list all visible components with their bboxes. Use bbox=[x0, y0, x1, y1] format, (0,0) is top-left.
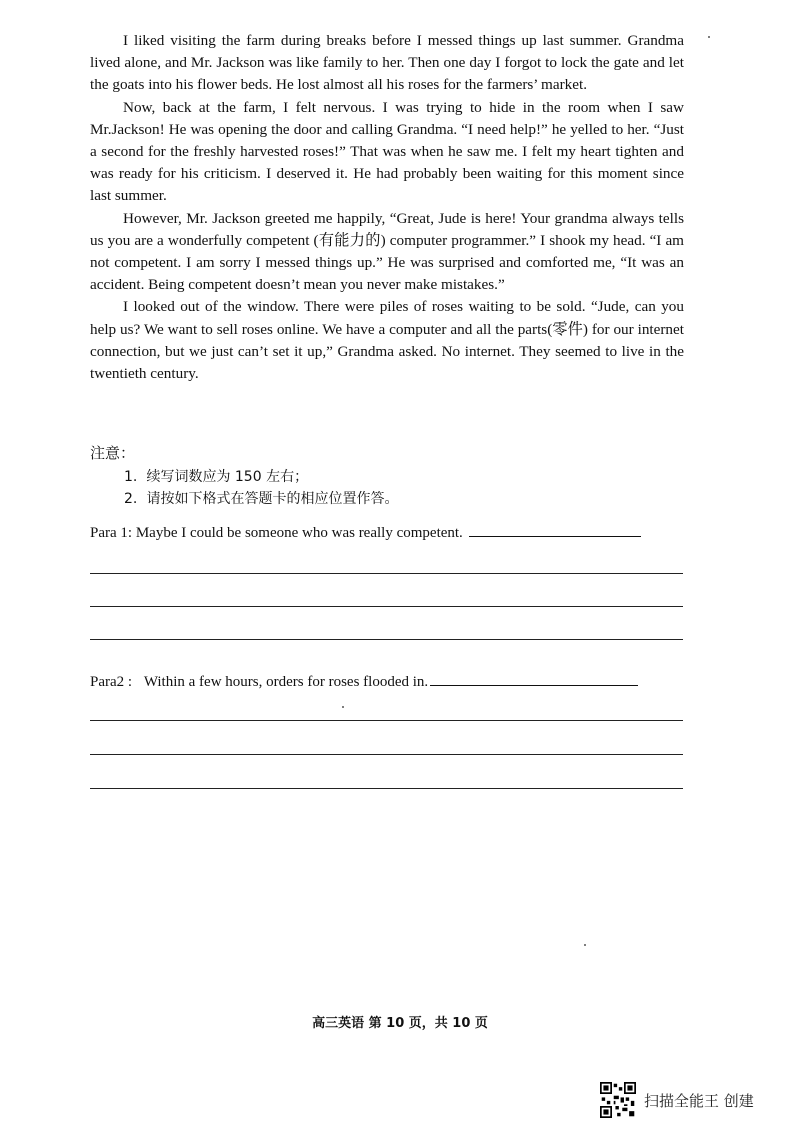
story-paragraph-4: I looked out of the window. There were piles of roses waiting to be sold. “Jude, can you help us? We want to sell roses online. We have a computer and all the parts(零件) for our internet connection, but we just can’t set it up,” Grandma asked. No internet. They seemed to live in the twentieth century. bbox=[90, 298, 684, 383]
answer-line[interactable] bbox=[90, 573, 683, 574]
scanner-watermark bbox=[600, 1086, 754, 1114]
answer-line[interactable] bbox=[90, 606, 683, 607]
note-number: 2. bbox=[124, 491, 138, 507]
note-item bbox=[124, 488, 398, 508]
story-paragraph-2: Now, back at the farm, I felt nervous. I was trying to hide in the room when I saw Mr.Jackson! He was opening the door and calling Grandma. “I need help!” he yelled to her. “Just a second for the freshly harvested roses!” That was when he saw me. I felt my heart tighten and was ready for his criticism. I deserved it. He had probably been waiting for this moment since last summer. bbox=[90, 98, 684, 205]
answer-line[interactable] bbox=[90, 639, 683, 640]
scan-speck bbox=[342, 706, 344, 708]
para2-label: Para2 : bbox=[90, 674, 133, 690]
answer-line[interactable] bbox=[90, 720, 683, 721]
note-text: 请按如下格式在答题卡的相应位置作答。 bbox=[146, 491, 399, 507]
watermark-text: 扫描全能王 创建 bbox=[644, 1091, 754, 1110]
story-text bbox=[90, 30, 684, 385]
para1-answer-blank[interactable] bbox=[469, 522, 641, 537]
para1-prompt bbox=[90, 522, 641, 542]
notes-title: 注意： bbox=[90, 444, 136, 462]
answer-line[interactable] bbox=[90, 754, 683, 755]
scan-speck bbox=[708, 36, 710, 38]
qr-code-icon bbox=[600, 1082, 636, 1118]
note-number: 1. bbox=[124, 469, 138, 485]
scan-speck bbox=[584, 944, 586, 946]
para2-answer-blank[interactable] bbox=[430, 671, 638, 686]
note-text: 续写词数应为 150 左右； bbox=[146, 469, 309, 485]
para2-text: Within a few hours, orders for roses flooded in. bbox=[143, 674, 429, 690]
para2-prompt bbox=[90, 671, 638, 691]
story-paragraph-3: However, Mr. Jackson greeted me happily, “Great, Jude is here! Your grandma always tells us you are a wonderfully competent (有能力的) computer programmer.” I shook my head. “I am not competent. I am sorry I messed things up.” He was surprised and comforted me, “It was an accident. Being competent doesn’t mean you never make mistakes.” bbox=[90, 209, 684, 294]
para1-label: Para 1: bbox=[90, 525, 133, 541]
note-item bbox=[124, 466, 308, 486]
para1-text: Maybe I could be someone who was really competent. bbox=[135, 525, 463, 541]
story-paragraph-1: I liked visiting the farm during breaks before I messed things up last summer. Grandma lived alone, and Mr. Jackson was like family to her. Then one day I forgot to lock the gate and let the goats into his flower beds. He lost almost all his roses for the farmers’ market. bbox=[90, 32, 684, 94]
answer-line[interactable] bbox=[90, 788, 683, 789]
page-footer: 高三英语 第 10 页，共 10 页 bbox=[312, 1016, 488, 1031]
